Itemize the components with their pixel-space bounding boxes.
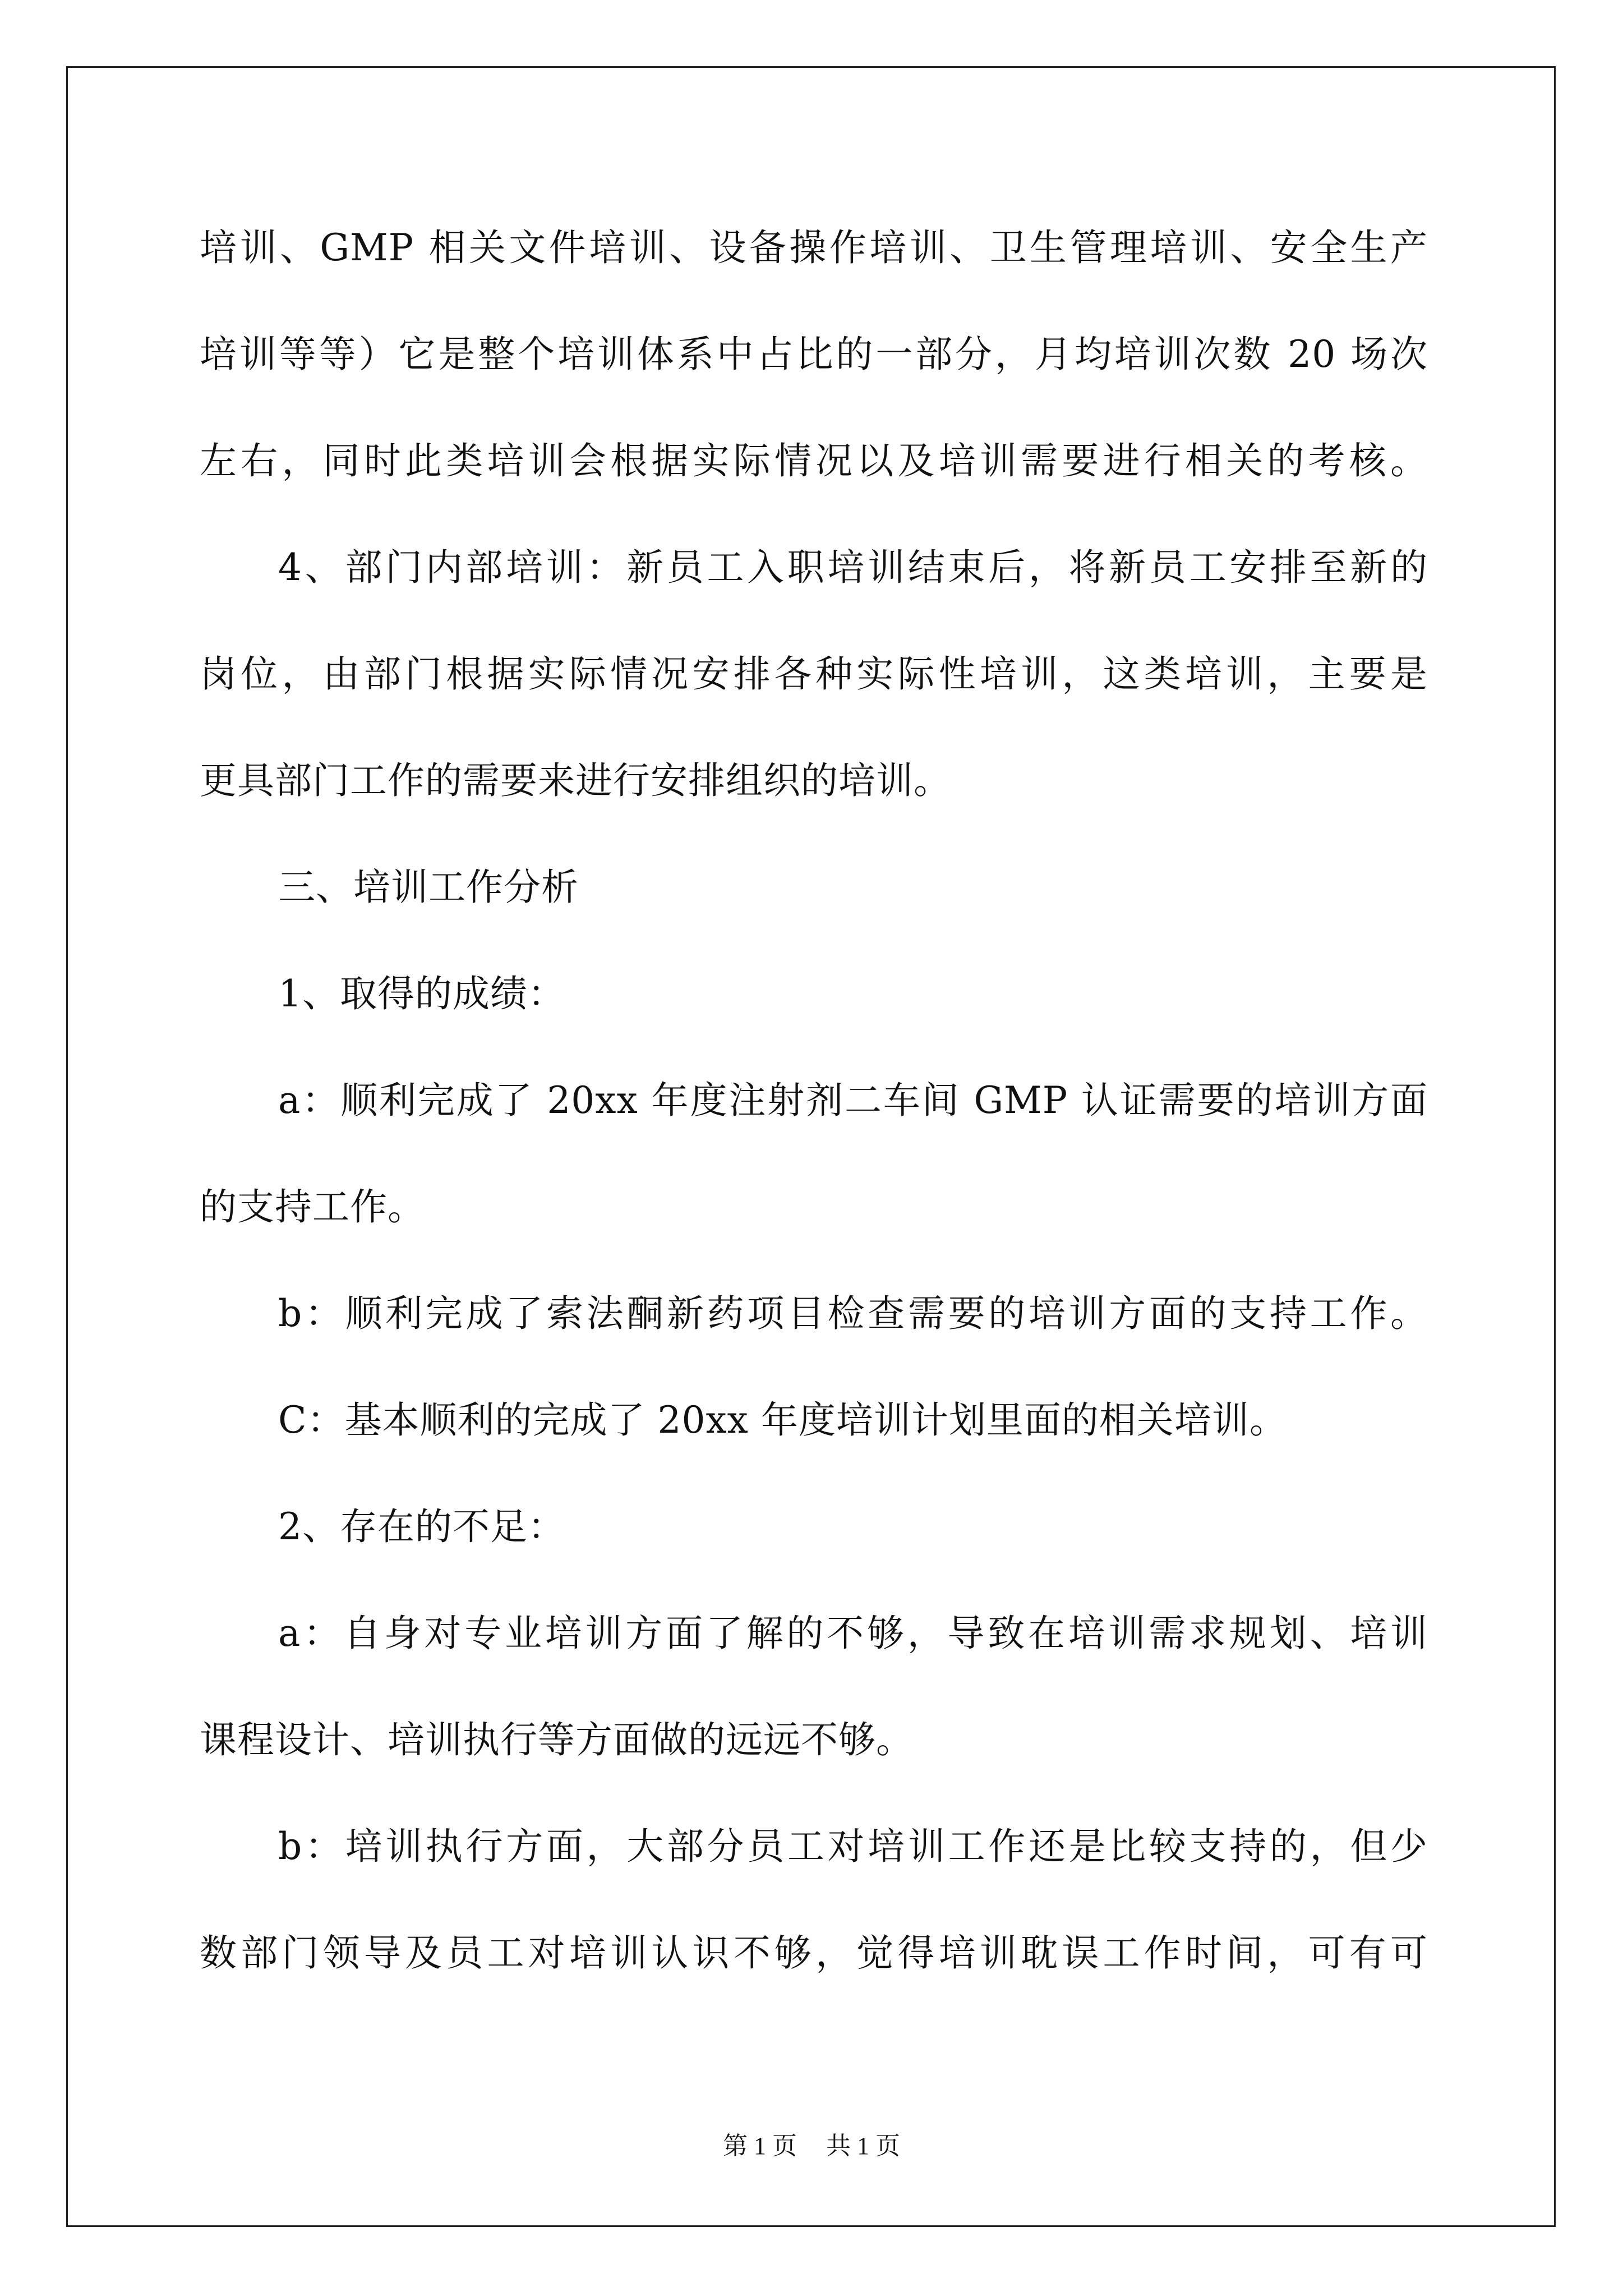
text-line: 课程设计、培训执行等方面做的远远不够。 xyxy=(200,1718,914,1761)
text-line: a：自身对专业培训方面了解的不够，导致在培训需求规划、培训 xyxy=(278,1612,1428,1655)
text-line: C：基本顺利的完成了 20xx 年度培训计划里面的相关培训。 xyxy=(278,1398,1287,1442)
text-line: 培训等等）它是整个培训体系中占比的一部分，月均培训次数 20 场次 xyxy=(200,333,1428,376)
page-footer xyxy=(0,2129,1623,2163)
subsection-heading: 2、存在的不足： xyxy=(278,1505,565,1548)
text-line: 左右，同时此类培训会根据实际情况以及培训需要进行相关的考核。 xyxy=(200,439,1428,482)
section-heading: 三、培训工作分析 xyxy=(278,866,579,909)
text-line: 数部门领导及员工对培训认识不够，觉得培训耽误工作时间，可有可 xyxy=(200,1931,1428,1975)
page-border xyxy=(66,66,1556,2227)
text-line: b：培训执行方面，大部分员工对培训工作还是比较支持的，但少 xyxy=(278,1825,1428,1868)
text-line: 岗位，由部门根据实际情况安排各种实际性培训，这类培训，主要是 xyxy=(200,652,1428,696)
text-line: 培训、GMP 相关文件培训、设备操作培训、卫生管理培训、安全生产 xyxy=(200,226,1428,269)
text-line: a：顺利完成了 20xx 年度注射剂二车间 GMP 认证需要的培训方面 xyxy=(278,1079,1428,1122)
text-line: 的支持工作。 xyxy=(200,1185,425,1228)
page-number: 第 1 页 xyxy=(723,2132,797,2160)
text-line: 更具部门工作的需要来进行安排组织的培训。 xyxy=(200,759,951,802)
text-line: 4、部门内部培训：新员工入职培训结束后，将新员工安排至新的 xyxy=(278,546,1428,589)
subsection-heading: 1、取得的成绩： xyxy=(278,972,565,1015)
page-total: 共 1 页 xyxy=(826,2132,900,2160)
text-line: b：顺利完成了索法酮新药项目检查需要的培训方面的支持工作。 xyxy=(278,1292,1428,1335)
